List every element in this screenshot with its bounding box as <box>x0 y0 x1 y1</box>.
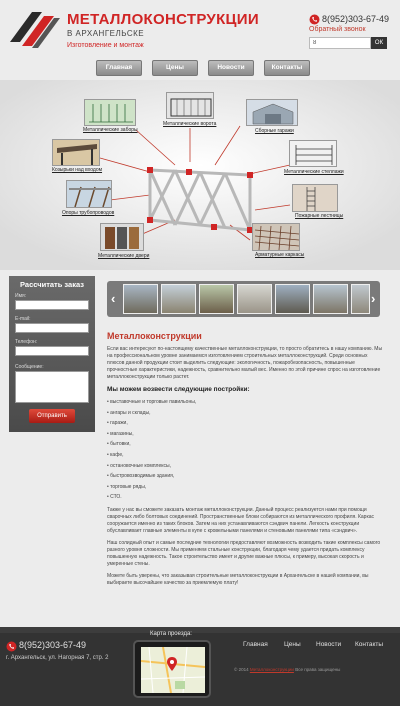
email-field[interactable] <box>15 323 89 333</box>
brand-city: В АРХАНГЕЛЬСКЕ <box>67 29 145 38</box>
footer-phone[interactable]: 8(952)303-67-49 <box>19 640 87 650</box>
footer-nav-prices[interactable]: Цены <box>284 641 301 648</box>
nav-prices[interactable]: Цены <box>152 60 198 76</box>
message-field[interactable] <box>15 371 89 403</box>
list-item: • торговые ряды, <box>107 483 147 490</box>
name-field[interactable] <box>15 300 89 310</box>
gallery-image[interactable] <box>313 284 348 314</box>
phone-icon <box>6 641 17 652</box>
caption-gates[interactable]: Металлические ворота <box>163 121 217 127</box>
thumb-garages[interactable] <box>246 99 298 126</box>
header-phone[interactable]: 8(952)303-67-49 <box>322 14 390 24</box>
article <box>107 331 385 592</box>
caption-doors[interactable]: Металлические двери <box>98 253 150 259</box>
caption-fences[interactable]: Металлические заборы <box>83 127 138 133</box>
copyright-suffix: Все права защищены <box>295 667 341 672</box>
article-title: Металлоконструкции <box>107 331 202 341</box>
list-heading: Мы можем возвести следующие постройки: <box>107 386 250 393</box>
footer-nav-home[interactable]: Главная <box>243 641 268 648</box>
chevron-right-icon[interactable]: › <box>371 291 376 306</box>
gallery-image[interactable] <box>275 284 310 314</box>
list-item: • ангары и склады, <box>107 409 151 416</box>
caption-pipe-supports[interactable]: Опоры трубопроводов <box>62 210 115 216</box>
thumb-pipe-supports[interactable] <box>66 180 112 208</box>
footer-divider <box>0 627 400 633</box>
article-paragraph: Можете быть уверены, что заказывая строительные металлоконструкции в Архангельске в нашей компании, вы выбираете высочайшее качество за приемлемую плату! <box>107 572 369 586</box>
map-tablet[interactable] <box>133 640 211 698</box>
thumb-rebar[interactable] <box>252 223 300 251</box>
list-item: • кафе, <box>107 451 124 458</box>
copyright-prefix: © 2014 <box>234 667 249 672</box>
thumb-fire-escapes[interactable] <box>292 184 338 212</box>
list-item: • остановочные комплексы, <box>107 462 171 469</box>
map-pin-icon <box>167 657 177 671</box>
gallery-image[interactable] <box>199 284 234 314</box>
nav-news[interactable]: Новости <box>208 60 254 76</box>
nav-contacts[interactable]: Контакты <box>264 60 310 76</box>
article-paragraph: Наш солидный опыт и самые последние технологии предоставляют возможность возводить такие комплексы самого разного уровня сложности. Мы применяем стальные конструкции, благодаря чему удается придать комплексу повышенную надежность. Такое строительство имеет и другие важные плюсы, к примеру, высокая скорость и умеренные стены. <box>107 539 381 567</box>
footer <box>0 627 400 706</box>
article-paragraph: Также у нас вы сможете заказать монтаж металлоконструкции. Данный процесс реализуется нами при помощи сварочных либо болтовых соединений. Пространственные блоки собираются из металлического профиля. Каркас сооружается именно из таких блоков. Затем на них устанавливаются сэндвич панели. Легкость конструкции обуславливает главные элементы в купе с кровельными панелями и стеновыми панелями типа «сэндвич». <box>107 506 375 534</box>
list-item: • бытовки, <box>107 441 131 448</box>
logo-mark[interactable] <box>6 6 62 50</box>
caption-shelving[interactable]: Металлические стеллажи <box>284 169 344 175</box>
caption-garages[interactable]: Сборные гаражи <box>255 128 294 134</box>
list-item: • быстровозводимые здания, <box>107 473 175 480</box>
form-title: Рассчитать заказ <box>20 280 84 289</box>
gallery-image[interactable] <box>161 284 196 314</box>
phone-field[interactable] <box>15 346 89 356</box>
message-label: Сообщение: <box>15 364 44 370</box>
footer-nav-news[interactable]: Новости <box>316 641 342 648</box>
project-gallery <box>107 281 380 317</box>
email-label: E-mail: <box>15 316 31 322</box>
name-label: Имя: <box>15 293 27 299</box>
chevron-left-icon[interactable]: ‹ <box>111 291 116 306</box>
buildings-list <box>107 397 385 503</box>
brand-tagline: Изготовление и монтаж <box>67 42 144 49</box>
brand-title: МЕТАЛЛОКОНСТРУКЦИИ <box>67 11 259 28</box>
search-input[interactable] <box>309 37 371 49</box>
gallery-image[interactable] <box>351 284 370 314</box>
nav-home[interactable]: Главная <box>96 60 142 76</box>
list-item: • выставочные и торговые павильоны, <box>107 399 197 405</box>
caption-rebar[interactable]: Арматурные каркасы <box>255 252 305 258</box>
copyright <box>234 667 340 672</box>
map-image[interactable] <box>141 647 205 693</box>
copyright-link[interactable]: Металлоконструкции <box>249 667 294 672</box>
search-button[interactable]: ОК <box>371 37 387 49</box>
caption-fire-escapes[interactable]: Пожарные лестницы <box>295 213 344 219</box>
footer-nav-contacts[interactable]: Контакты <box>355 641 384 648</box>
thumb-shelving[interactable] <box>289 140 337 167</box>
phone-icon <box>309 14 320 25</box>
header <box>0 0 400 58</box>
thumb-doors[interactable] <box>100 223 144 251</box>
thumb-gates[interactable] <box>166 92 214 119</box>
gallery-image[interactable] <box>237 284 272 314</box>
list-item: • гаражи, <box>107 420 128 427</box>
phone-label: Телефон: <box>15 339 38 345</box>
order-form <box>9 276 95 432</box>
submit-button[interactable]: Отправить <box>29 409 75 423</box>
callback-link[interactable]: Обратный звонок <box>309 26 366 33</box>
main-nav <box>96 60 310 76</box>
thumb-fences[interactable] <box>84 99 136 126</box>
thumb-canopies[interactable] <box>52 139 100 166</box>
list-item: • магазины, <box>107 430 134 437</box>
footer-address: г. Архангельск, ул. Нагорная 7, стр. 2 <box>6 655 109 661</box>
caption-canopies[interactable]: Козырьки над входом <box>52 167 103 173</box>
article-intro: Если вас интересуют по-настоящему качественные металлоконструкции, то просто обратитесь в нашу компанию. Мы на профессиональном уровне занимаемся изготовлением строительных металлоконструкций. Среди основных плюсов данной продукции стоит выделить следующие: экологичность, пожаробезопасность, повышенные прочностные характеристики, надежность, сравнительно малый вес. Именно по этой причине спрос на изготовление металлоконструкции только растет. <box>107 346 383 380</box>
gallery-image[interactable] <box>123 284 158 314</box>
map-label: Карта проезда: <box>150 631 192 637</box>
list-item: • СТО. <box>107 494 122 501</box>
hero-banner <box>0 80 400 270</box>
